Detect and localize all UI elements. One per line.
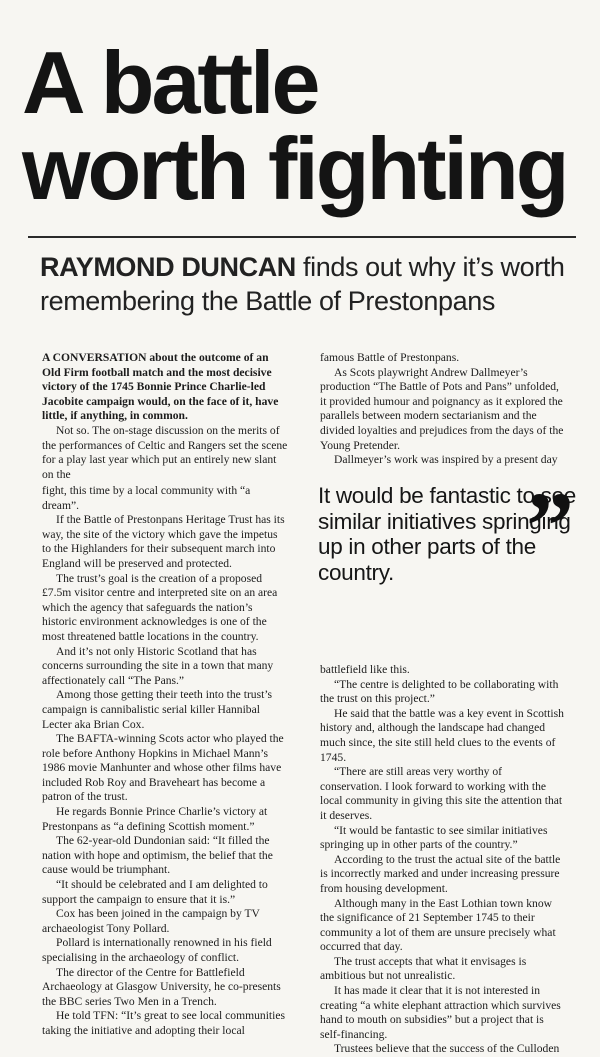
paragraph: As Scots playwright Andrew Dallmeyer’s production “The Battle of Pots and Pans” unfolded, it provided humour and poignancy as it explored the parallels between modern sectarianism and the divided loyalties and prejudices from the days of the Young Pretender.	[320, 365, 564, 452]
paragraph: And it’s not only Historic Scotland that has concerns surrounding the site in a town that many affectionately call “The Pans.”	[42, 644, 274, 687]
paragraph: Among those getting their teeth into the trust’s campaign is cannibalistic serial killer Hannibal Lecter aka Brian Cox.	[42, 688, 273, 731]
paragraph: “There are still areas very worthy of conservation. I look forward to working with the local community in giving this site the attention that it deserves.	[320, 765, 563, 822]
quote-mark-icon: ”	[526, 472, 574, 579]
paragraph: If the Battle of Prestonpans Heritage Trust has its way, the site of the victory which gave the impetus to the Highlanders for their subsequent march into England will be preserved and protected.	[42, 513, 285, 570]
headline-rule	[28, 236, 576, 238]
paragraph: “It would be fantastic to see similar initiatives springing up in other parts of the country.”	[320, 823, 548, 852]
paragraph: He told TFN: “It’s great to see local communities taking the initiative and adopting their local	[42, 1009, 286, 1037]
column-1-bottom	[42, 484, 288, 1039]
paragraph: Pollard is internationally renowned in his field specialising in the archaeology of conflict.	[42, 936, 272, 964]
paragraph: According to the trust the actual site of the battle is incorrectly marked and under increasing pressure from housing development.	[320, 852, 561, 895]
paragraph: The director of the Centre for Battlefield Archaeology at Glasgow University, he co-presents the BBC series Two Men in a Trench.	[42, 965, 281, 1008]
paragraph: Cox has been joined in the campaign by TV archaeologist Tony Pollard.	[42, 907, 260, 935]
paragraph: fight, this time by a local community with “a dream”.	[42, 484, 251, 512]
headline-line-2: worth fighting	[22, 119, 567, 218]
column-1-top	[42, 351, 288, 482]
author-name: RAYMOND DUNCAN	[40, 252, 296, 282]
paragraph: Although many in the East Lothian town know the significance of 21 September 1745 to their community a lot of them are unsure precisely what occurred that day.	[320, 896, 556, 954]
standfirst-line-2: remembering the Battle of Prestonpans	[40, 286, 495, 316]
lead-paragraph: A CONVERSATION about the outcome of an Old Firm football match and the most decisive victory of the 1745 Bonnie Prince Charlie-led Jacobite campaign would, on the face of it, have little, if anything, in common.	[42, 351, 279, 423]
paragraph: Not so. The on-stage discussion on the merits of the performances of Celtic and Rangers set the scene for a play last year which put an entirely new slant on the	[42, 423, 288, 481]
paragraph: “The centre is delighted to be collaborating with the trust on this project.”	[320, 677, 559, 706]
paragraph: The BAFTA-winning Scots actor who played the role before Anthony Hopkins in Michael Mann’s 1986 movie Manhunter and whose other films have included Rob Roy and Braveheart has become a patron of the trust.	[42, 732, 284, 804]
paragraph: Dallmeyer’s work was inspired by a present day	[334, 453, 558, 467]
paragraph: “It should be celebrated and I am delighted to support the campaign to ensure that it is.”	[42, 878, 268, 906]
paragraph: famous Battle of Prestonpans.	[320, 351, 460, 364]
paragraph: It has made it clear that it is not interested in creating “a white elephant attraction which survives hand to mouth on subsidies” but a project that is self-financing.	[320, 984, 561, 1041]
paragraph: The trust accepts that what it envisages is ambitious but not unrealistic.	[320, 954, 527, 983]
paragraph: He said that the battle was a key event in Scottish history and, although the landscape had changed much since, the site still held clues to the events of 1745.	[320, 706, 564, 764]
paragraph: The trust’s goal is the creation of a proposed £7.5m visitor centre and interpreted site on an area which the agency that safeguards the nation’s historic environment acknowledges is one of the most threatened battle locations in the country.	[42, 571, 278, 643]
paragraph: battlefield like this.	[320, 663, 410, 676]
column-2-bottom	[320, 663, 566, 1057]
pull-quote: It would be fantastic to see similar initiatives springing up in other parts of the country.	[318, 483, 577, 585]
column-2-top	[320, 351, 566, 468]
headline	[22, 33, 582, 218]
standfirst-line-1: finds out why it’s worth	[295, 252, 565, 282]
paragraph: Trustees believe that the success of the Culloden	[334, 1042, 560, 1056]
headline-line-1: A battle	[22, 33, 318, 132]
paragraph: He regards Bonnie Prince Charlie’s victory at Prestonpans as “a defining Scottish moment.”	[42, 805, 268, 833]
paragraph: The 62-year-old Dundonian said: “It filled the nation with hope and optimism, the belief that the cause would be triumphant.	[42, 834, 273, 877]
standfirst	[40, 250, 580, 318]
